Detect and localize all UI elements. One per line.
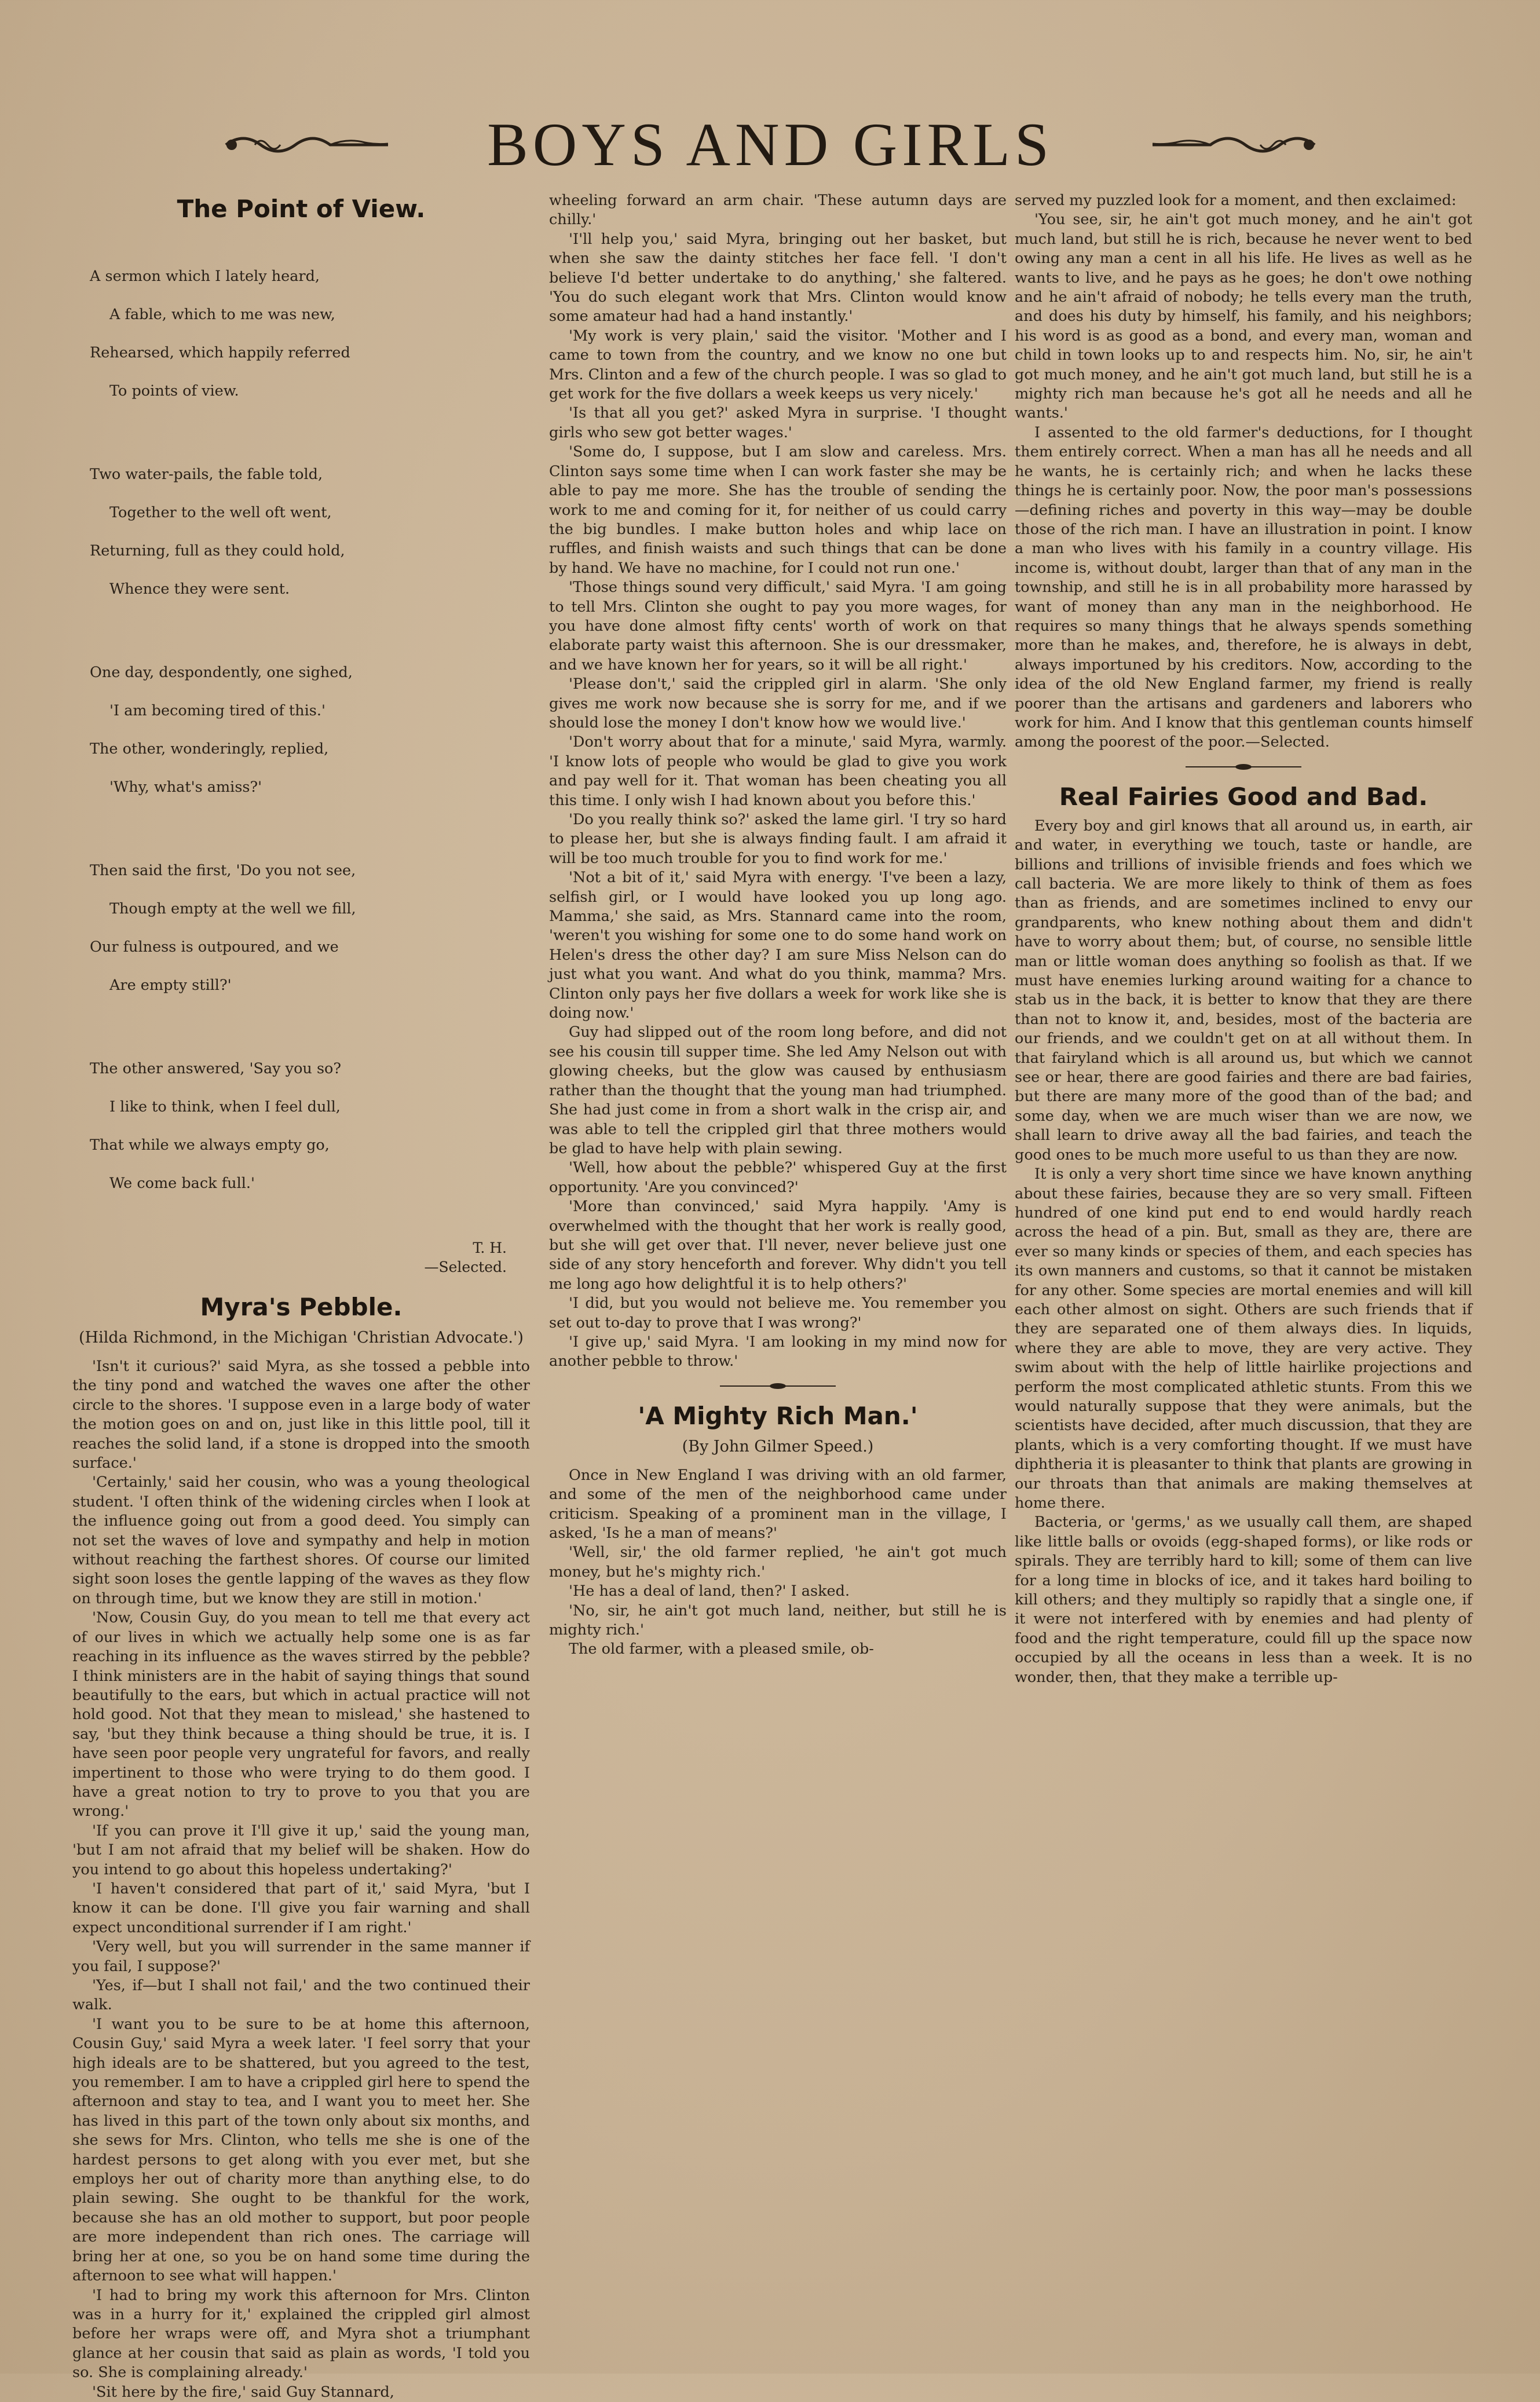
paragraph: 'Sit here by the fire,' said Guy Stannard, — [92, 2383, 394, 2401]
poem-line: One day, despondently, one sighed, — [90, 664, 353, 681]
rich-byline: (By John Gilmer Speed.) — [682, 1437, 874, 1456]
poem-line: We come back full.' — [109, 1175, 255, 1192]
poem-stanza — [90, 1040, 530, 1212]
paragraph: 'Isn't it curious?' said Myra, as she tossed a pebble into the tiny pond and watched the waves one after the other circle to the shores. 'I suppose even in a large body of water the motion goes on and on, just like in this little pool, till it reaches the solid land, if a stone is dropped into the smooth surface.' — [72, 1358, 530, 1472]
poem-stanza — [90, 842, 530, 1014]
poem-line: To points of view. — [109, 382, 239, 400]
poem-line: 'Why, what's amiss?' — [109, 778, 262, 796]
poem-source: —Selected. — [424, 1259, 507, 1275]
poem-line: The other answered, 'Say you so? — [90, 1060, 342, 1077]
paragraph: 'My work is very plain,' said the visitor. 'Mother and I came to town from the country, and we know no one but Mrs. Clinton and a few of the church people. I was so glad to get work for the five dollars a week keeps us very nicely.' — [549, 327, 1007, 403]
paragraph: 'Please don't,' said the crippled girl in alarm. 'She only gives me work now because she is sorry for me, and if we should lose the money I don't know how we would live.' — [549, 675, 1007, 732]
paragraph: 'I did, but you would not believe me. You remember you set out to-day to prove that I was wrong?' — [549, 1295, 1007, 1332]
paragraph: 'I had to bring my work this afternoon for Mrs. Clinton was in a hurry for it,' explained the crippled girl almost before her wraps were off, and Myra shot a triumphant glance at her cousin that said as plain as words, 'I told you so. She is complaining already.' — [72, 2286, 530, 2382]
paragraph: wheeling forward an arm chair. 'These autumn days are chilly.' — [549, 192, 1007, 229]
poem-line: Our fulness is outpoured, and we — [90, 938, 339, 956]
paragraph: 'Those things sound very difficult,' said Myra. 'I am going to tell Mrs. Clinton she ought to pay you more wages, for you have done almost fifty cents' worth of work on that elaborate party waist this afternoon. She is our dressmaker, and we have known her for years, so it will be all right.' — [549, 579, 1007, 674]
section-divider — [1015, 761, 1472, 774]
poem-line: 'I am becoming tired of this.' — [109, 702, 325, 719]
paragraph: 'If you can prove it I'll give it up,' said the young man, 'but I am not afraid that my belief will be shaken. How do you intend to go about this hopeless undertaking?' — [72, 1822, 530, 1878]
paragraph: 'More than convinced,' said Myra happily. 'Amy is overwhelmed with the thought that her work is really good, but she will get over that. I'll never, never believe just one side of any story henceforth and forever. Why didn't you tell me long ago how delightful it is to help others?' — [549, 1198, 1007, 1293]
poem-body — [90, 229, 530, 1238]
poem-line: Are empty still?' — [109, 977, 232, 994]
rich-title: 'A Mighty Rich Man.' — [638, 1401, 918, 1430]
paragraph: 'Well, how about the pebble?' whispered Guy at the first opportunity. 'Are you convinced?' — [549, 1159, 1007, 1196]
poem-line: Though empty at the well we fill, — [109, 900, 356, 917]
paragraph: 'Do you really think so?' asked the lame girl. 'I try so hard to please her, but she is always finding fault. I am afraid it will be too much trouble for you to find work for me.' — [549, 811, 1007, 867]
paragraph: 'I give up,' said Myra. 'I am looking in my mind now for another pebble to throw.' — [549, 1333, 1007, 1370]
paragraph: The old farmer, with a pleased smile, ob- — [569, 1640, 874, 1658]
poem-line: The other, wonderingly, replied, — [90, 740, 329, 758]
paragraph: Every boy and girl knows that all around us, in earth, air and water, in everything we touch, taste or handle, are billions and trillions of invisible friends and foes which we call bacteria. We are more likely to think of them as foes than as friends, and are sometimes inclined to envy our grandparents, who knew nothing about them and didn't have to worry about them; but, of course, no sensible little man or little woman does anything so foolish as that. If we must have enemies lurking around waiting for a chance to stab us in the back, it is better to know that they are there than not to know it, and, besides, most of the bacteria are our friends, and we couldn't get on at all without them. In that fairyland which is all around us, but which we cannot see or hear, there are good fairies and there are bad fairies, but there are many more of the good than of the bad; and some day, when we are much wiser than we are now, we shall learn to drive away all the bad fairies, and teach the good ones to be much more useful to us than they are now. — [1015, 817, 1472, 1164]
right-flourish-ornament — [1147, 127, 1320, 162]
fairies-title: Real Fairies Good and Bad. — [1059, 782, 1428, 811]
paragraph: 'Yes, if—but I shall not fail,' and the two continued their walk. — [72, 1977, 530, 2014]
poem-initials: T. H. — [473, 1240, 507, 1256]
paragraph: 'Don't worry about that for a minute,' said Myra, warmly. 'I know lots of people who would be glad to give you work and pay well for it. That woman has been cheating you all this time. I only wish I had known about you before this.' — [549, 733, 1007, 809]
paragraph: 'Well, sir,' the old farmer replied, 'he ain't got much money, but he's mighty rich.' — [549, 1544, 1007, 1581]
masthead-title: BOYS AND GIRLS — [487, 111, 1054, 178]
paragraph: 'He has a deal of land, then?' I asked. — [569, 1582, 850, 1600]
paragraph: 'I haven't considered that part of it,' said Myra, 'but I know it can be done. I'll give you fair warning and shall expect unconditional surrender if I am right.' — [72, 1880, 530, 1936]
paragraph: served my puzzled look for a moment, and then exclaimed: — [1015, 192, 1457, 209]
paragraph: 'Certainly,' said her cousin, who was a young theological student. 'I often think of the widening circles when I look at the influence going out from a good deed. You simply can not set the waves of love and sympathy and help in motion without reaching the farthest shores. Of course our limited sight soon loses the gentle lapping of the waves as they flow on through time, but we know they are still in motion.' — [72, 1474, 530, 1607]
poem-line: Two water-pails, the fable told, — [90, 466, 323, 483]
myra-title: Myra's Pebble. — [200, 1293, 403, 1321]
poem-line: A fable, which to me was new, — [109, 306, 335, 323]
paragraph: 'You see, sir, he ain't got much money, and he ain't got much land, but still he is rich, because he never went to bed owing any man a cent in all his life. He lives as well as he wants to live, and he pays as he goes; he don't owe nothing and he ain't afraid of nobody; he tells every man the truth, and does his duty by himself, his family, and his neighbors; his word is as good as a bond, and every man, woman and child in town looks up to and respects him. No, sir, he ain't got much money, and he ain't got much land, but still he is a mighty rich man because he's got all he needs and all he wants.' — [1015, 211, 1472, 422]
paragraph: I assented to the old farmer's deductions, for I thought them entirely correct. When a man has all he needs and all he wants, he is certainly rich; and when he lacks these things he is certainly poor. Now, the poor man's possessions—defining riches and poverty in this way—may be double those of the rich man. I have an illustration in point. I know a man who lives with his family in a country village. His income is, without doubt, larger than that of any man in the township, and still he is in all probability more harassed by want of money than any man in the neighborhood. He requires so many things that he always spends something more than he makes, and, therefore, he is always in debt, always importuned by his creditors. Now, according to the idea of the old New England farmer, my friend is really poorer than the artisans and gardeners and laborers who work for him. And I know that this gentleman counts himself among the poorest of the poor.—Selected. — [1015, 423, 1472, 751]
column-3 — [1015, 191, 1472, 2346]
paragraph: 'Very well, but you will surrender in the same manner if you fail, I suppose?' — [72, 1938, 530, 1975]
poem-title: The Point of View. — [177, 195, 426, 223]
masthead — [220, 110, 1320, 180]
paragraph: 'I'll help you,' said Myra, bringing out her basket, but when she saw the dainty stitches her face fell. 'I don't believe I'd better undertake to do anything,' she faltered. 'You do such elegant work that Mrs. Clinton would know some amateur had had a hand instantly.' — [549, 230, 1007, 326]
paragraph: 'Not a bit of it,' said Myra with energy. 'I've been a lazy, selfish girl, or I would have looked you up long ago. Mamma,' she said, as Mrs. Stannard came into the room, 'weren't you wishing for some one to do some hand work on Helen's dress the other day? I am sure Miss Nelson can do just what you want. And what do you think, mamma? Mrs. Clinton only pays her five dollars a week for work like she is doing now.' — [549, 869, 1007, 1022]
paragraph: 'No, sir, he ain't got much land, neither, but still he is mighty rich.' — [549, 1602, 1007, 1639]
poem-line: Returning, full as they could hold, — [90, 542, 345, 560]
poem-stanza — [90, 248, 530, 420]
paragraph: Once in New England I was driving with an old farmer, and some of the men of the neighborhood came under criticism. Speaking of a prominent man in the village, I asked, 'Is he a man of means?' — [549, 1466, 1007, 1542]
poem-line: That while we always empty go, — [90, 1136, 330, 1154]
poem-line: Together to the well oft went, — [109, 504, 332, 521]
column-1 — [72, 191, 530, 2401]
section-divider — [549, 1380, 1007, 1394]
paragraph: It is only a very short time since we have known anything about these fairies, because they are so very small. Fifteen hundred of one kind put end to end would hardly reach across the head of a pin. But, small as they are, there are ever so many kinds or species of them, and each species has its own manners and customs, so that it cannot be mistaken for any other. Some species are mortal enemies and will kill each other almost on sight. Others are such friends that if they are separated one of them always dies. In liquids, where they are able to move, they are very active. They swim about with the help of little hairlike projections and perform the most complicated athletic stunts. From this we would naturally suppose that they were animals, but the scientists have decided, after much discussion, that they are plants, which is a very comforting thought. If we must have diphtheria it is pleasanter to think that plants are growing in our throats than that animals are making themselves at home there. — [1015, 1165, 1472, 1512]
poem-line: Whence they were sent. — [109, 580, 290, 598]
column-2 — [549, 191, 1007, 2346]
poem-line: Then said the first, 'Do you not see, — [90, 862, 356, 879]
poem-stanza — [90, 644, 530, 816]
poem-line: A sermon which I lately heard, — [90, 268, 320, 285]
poem-line: I like to think, when I feel dull, — [109, 1098, 341, 1116]
paragraph: 'I want you to be sure to be at home this afternoon, Cousin Guy,' said Myra a week later. 'I feel sorry that your high ideals are to be shattered, but you agreed to the test, you remember. I am to have a crippled girl here to spend the afternoon and stay to tea, and I want you to meet her. She has lived in this part of the town only about six months, and she sews for Mrs. Clinton, who tells me she is one of the hardest persons to get along with you ever met, but she employs her out of charity more than anything else, to do plain sewing. She ought to be thankful for the work, because she has an old mother to support, but poor people are more independent than rich ones. The carriage will bring her at one, so you be on hand some time during the afternoon to see what will happen.' — [72, 2015, 530, 2285]
paragraph: 'Is that all you get?' asked Myra in surprise. 'I thought girls who sew got better wages.' — [549, 404, 1007, 441]
paragraph: 'Now, Cousin Guy, do you mean to tell me that every act of our lives in which we actually help some one is as far reaching in its influence as the waves stirred by the pebble? I think ministers are in the habit of saying things that sound beautifully to the ears, but which in actual practice will not hold good. Not that they mean to mislead,' she hastened to say, 'but they think because a thing should be true, it is. I have seen poor people very ungrateful for favors, and really impertinent to those who were trying to do them good. I have a great notion to try to prove to you that you are wrong.' — [72, 1609, 530, 1820]
paragraph: 'Some do, I suppose, but I am slow and careless. Mrs. Clinton says some time when I can work faster she may be able to pay me more. She has the trouble of sending the work to me and coming for it, for neither of us could carry the big bundles. I make button holes and whip lace on ruffles, and finish waists and such things that can be done by hand. We have no machine, for I could not run one.' — [549, 443, 1007, 577]
poem-stanza — [90, 446, 530, 618]
poem-line: Rehearsed, which happily referred — [90, 344, 350, 361]
paragraph: Guy had slipped out of the room long before, and did not see his cousin till supper time. She led Amy Nelson out with glowing cheeks, but the glow was caused by enthusiasm rather than the thought that the young man had triumphed. She had just come in from a short walk in the crisp air, and was able to tell the crippled girl that three mothers would be glad to have help with plain sewing. — [549, 1023, 1007, 1157]
paragraph: Bacteria, or 'germs,' as we usually call them, are shaped like little balls or ovoids (egg-shaped forms), or like rods or spirals. They are terribly hard to kill; some of them can live for a long time in blocks of ice, and it takes hard boiling to kill others; and they multiply so rapidly that a single one, if it were not interfered with by enemies and had plenty of food and the right temperature, could fill up the space now occupied by all the oceans in less than a week. It is no wonder, then, that they make a terrible up- — [1015, 1513, 1472, 1686]
myra-byline: (Hilda Richmond, in the Michigan 'Christian Advocate.') — [79, 1329, 524, 1347]
